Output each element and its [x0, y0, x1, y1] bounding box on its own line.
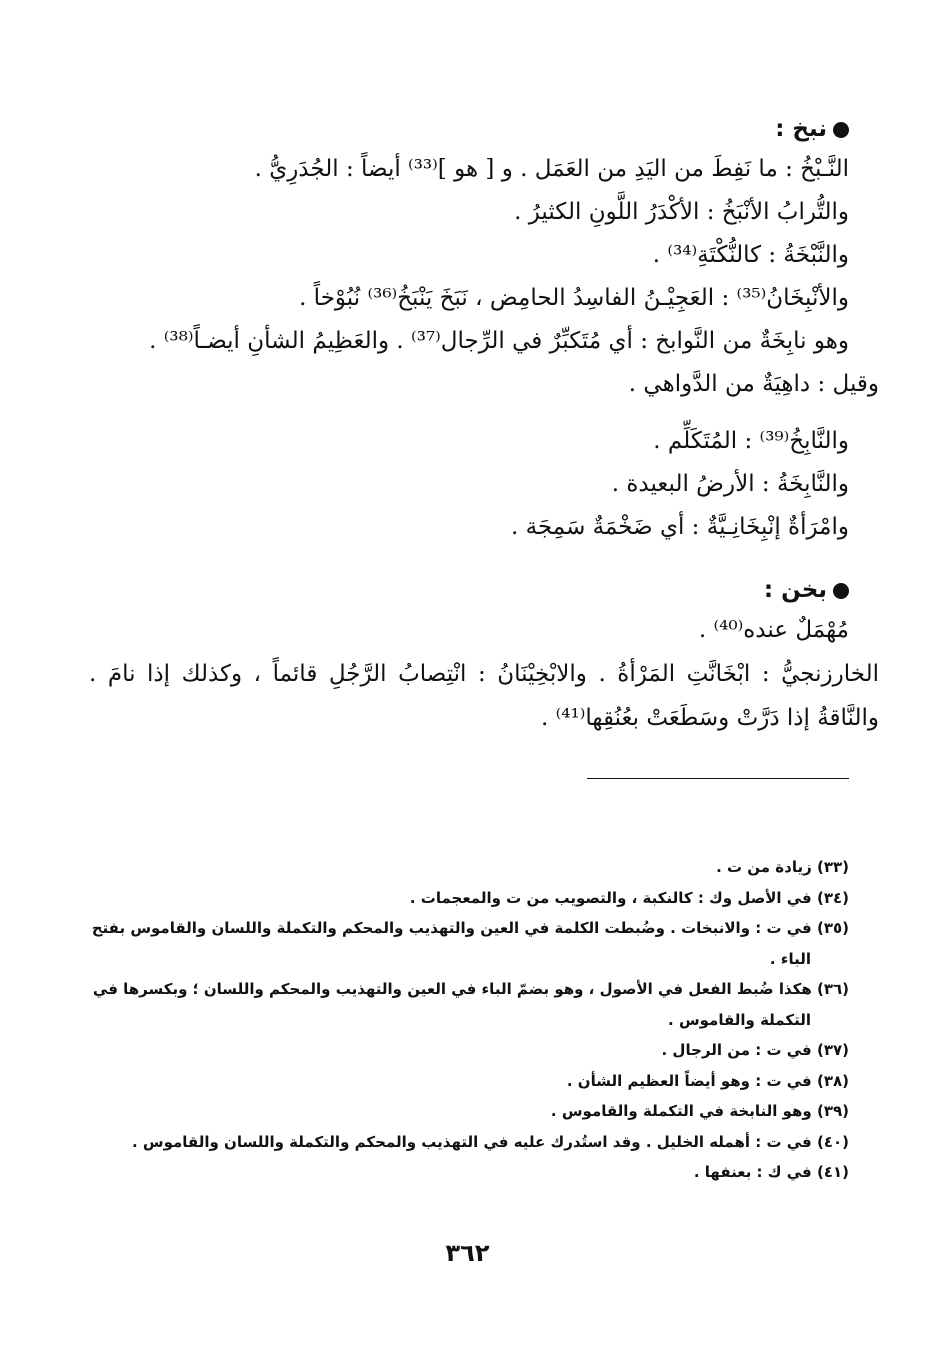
footnote: (٣٣) زيادة من ت .	[716, 858, 849, 876]
footnote-separator	[587, 778, 849, 779]
entry-line: وقيل : داهِيَةٌ من الدَّواهي .	[628, 371, 879, 397]
footnotes	[89, 852, 849, 1188]
entry-heading-nabakh	[89, 110, 849, 148]
main-text	[89, 110, 879, 740]
bullet-icon	[833, 122, 849, 138]
entry-line: النَّـبْخُ : ما نَفِطَ من اليَدِ من العَمَل . و [ هو ]⁽³³⁾ أيضاً : الجُدَرِيُّ .	[254, 156, 849, 182]
footnote: (٤٠) في ت : أهمله الخليل . وقد استُدرك عليه في التهذيب والمحكم والتكملة واللسان والقاموس .	[131, 1132, 849, 1151]
entry-heading-text: نبخ :	[775, 116, 827, 142]
bullet-icon	[833, 583, 849, 599]
entry-line: والتُّرابُ الأنْبَخُ : الأكْدَرُ اللَّونِ الكثيرُ .	[514, 199, 849, 225]
entry-paragraph: الخارزنجيُّ : ابْخَانَّتِ المَرْأةُ . والابْخِيْنَانُ : انْتِصابُ الرَّجُلِ قائماً ، وكذلك إذا نامَ . والنَّاقةُ إذا دَرَّتْ وسَطَعَتْ بعُنُقِها⁽⁴¹⁾ .	[89, 661, 879, 731]
entry-heading-bakhan	[89, 571, 849, 609]
footnote: (٣٤) في الأصل وك : كالنكبة ، والتصويب من ت والمعجمات .	[409, 888, 849, 907]
entry-line: وامْرَأةٌ إنْبِخَانِـيَّةٌ : أي ضَخْمَةٌ سَمِجَة .	[510, 514, 849, 540]
entry-line: مُهْمَلٌ عنده⁽⁴⁰⁾ .	[698, 617, 849, 643]
entry-line: والنَّابِخَةُ : الأرضُ البعيدة .	[611, 471, 849, 497]
entry-line: والنَّبْخَةُ : كالنُّكْتَةِ⁽³⁴⁾ .	[652, 242, 849, 268]
footnote-continuation: التكملة والقاموس .	[668, 1010, 811, 1029]
footnote-continuation: الباء .	[769, 949, 811, 968]
entry-heading-text: بخن :	[763, 577, 827, 603]
entry-line: والأنْبِخَانُ⁽³⁵⁾ : العَجِيْـنُ الفاسِدُ الحامِض ، نَبَخَ يَنْبَخُ⁽³⁶⁾ نُبُوْخاً .	[299, 285, 849, 311]
footnote: (٤١) في ك : بعنفها .	[693, 1163, 849, 1181]
page-number: ٣٦٢	[445, 1239, 490, 1267]
footnote: (٣٦) هكذا ضُبط الفعل في الأصول ، وهو بضمّ الباء في العين والتهذيب والمحكم واللسان ؛ وبكسرها في	[92, 980, 849, 998]
entry-line: وهو نابِخَةٌ من النَّوابخ : أي مُتَكبِّرٌ في الرِّجال⁽³⁷⁾ . والعَظِيمُ الشأنِ أيضـاً⁽³⁸⁾ .	[149, 328, 849, 354]
entry-line: والنَّابِخُ⁽³⁹⁾ : المُتَكَلِّم .	[653, 428, 849, 454]
footnote: (٣٩) وهو النابخة في التكملة والقاموس .	[550, 1102, 849, 1120]
footnote: (٣٧) في ت : من الرجال .	[661, 1041, 849, 1059]
footnote: (٣٨) في ت : وهو أيضاً العظيم الشأن .	[566, 1071, 849, 1090]
footnote: (٣٥) في ت : والانبخات . وضُبطت الكلمة في العين والتهذيب والمحكم والتكملة واللسان والقاموس بفتح	[91, 919, 849, 937]
